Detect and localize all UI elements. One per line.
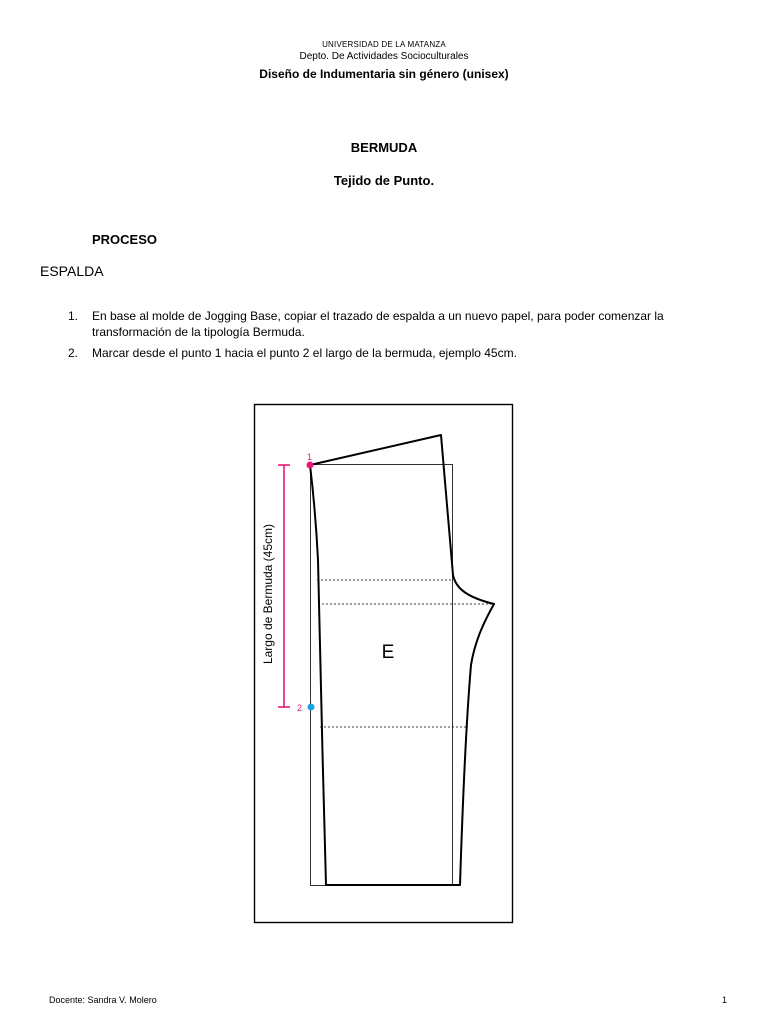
subsection-heading: ESPALDA (40, 263, 104, 279)
measure-label: Largo de Bermuda (45cm) (261, 523, 275, 665)
step-number: 1. (68, 309, 79, 323)
point-1-marker (307, 462, 314, 469)
step-text: En base al molde de Jogging Base, copiar el trazado de espalda a un nuevo papel, para poder comenzar la transformación de la tipología Bermuda. (92, 309, 664, 339)
course-title: Diseño de Indumentaria sin género (unisex) (259, 67, 509, 81)
section-heading: PROCESO (92, 232, 158, 247)
document-title: BERMUDA (350, 140, 418, 155)
step-text: Marcar desde el punto 1 hacia el punto 2 el largo de la bermuda, ejemplo 45cm. (92, 346, 517, 360)
piece-label: E (381, 642, 395, 663)
figure-frame (255, 405, 513, 923)
point-1-label: 1 (307, 452, 313, 462)
university-name: UNIVERSIDAD DE LA MATANZA (322, 40, 446, 49)
step-number: 2. (68, 346, 79, 360)
point-2-marker (308, 704, 315, 711)
department-name: Depto. De Actividades Socioculturales (299, 51, 469, 62)
point-2-label: 2 (297, 703, 303, 713)
page-number: 1 (722, 995, 728, 1005)
footer-teacher: Docente: Sandra V. Molero (49, 995, 157, 1005)
document-subtitle: Tejido de Punto. (333, 173, 435, 188)
base-rectangle (311, 465, 453, 886)
pattern-outline (310, 435, 494, 885)
